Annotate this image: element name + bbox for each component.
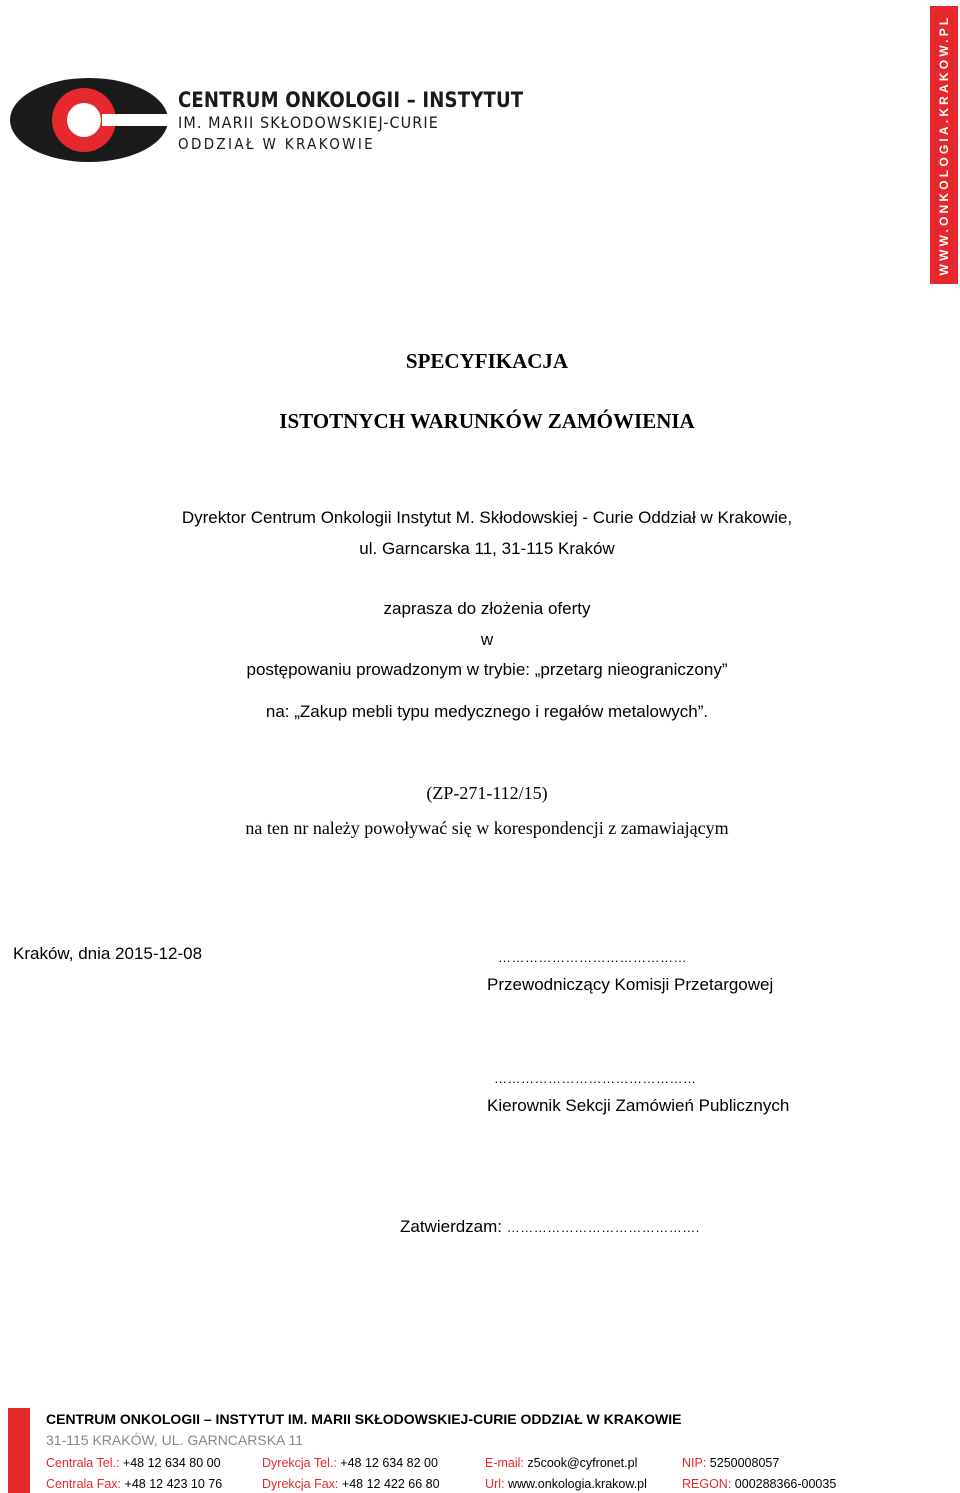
footer-central-phone: Centrala Tel.: +48 12 634 80 00 <box>46 1456 221 1470</box>
footer-directorate-phone: Dyrekcja Tel.: +48 12 634 82 00 <box>262 1456 438 1470</box>
footer-regon: REGON: 000288366-00035 <box>682 1477 837 1491</box>
institute-logo-mark <box>10 78 168 162</box>
footer-title: CENTRUM ONKOLOGII – INSTYTUT IM. MARII SKŁODOWSKIEJ-CURIE ODDZIAŁ W KRAKOWIE <box>46 1411 682 1427</box>
footer-email[interactable]: E-mail: z5cook@cyfronet.pl <box>485 1456 638 1470</box>
intro-line-1: Dyrektor Centrum Onkologii Instytut M. Skłodowskiej - Curie Oddział w Krakowie, <box>181 508 793 527</box>
intro-invitation: zaprasza do złożenia oferty <box>383 599 591 618</box>
intro-subject: na: „Zakup mebli typu medycznego i regałów metalowych”. <box>265 702 709 721</box>
institute-logo-text <box>178 88 580 154</box>
logo-line-1: CENTRUM ONKOLOGII – INSTYTUT <box>178 88 524 112</box>
signature-line-head: ……………………………………… <box>494 1071 697 1086</box>
footer-nip: NIP: 5250008057 <box>682 1456 780 1470</box>
footer-accent-bar <box>8 1408 30 1493</box>
website-sidebar <box>930 6 958 284</box>
website-url: WWW.ONKOLOGIA.KRAKOW.PL <box>937 14 951 276</box>
approval-label <box>400 1217 700 1237</box>
reference-number: (ZP-271-112/15) <box>426 783 548 803</box>
approval-dots: ……………………………………. <box>506 1220 700 1235</box>
logo-line-2: IM. MARII SKŁODOWSKIEJ-CURIE <box>178 113 439 132</box>
footer-address: 31-115 KRAKÓW, UL. GARNCARSKA 11 <box>46 1432 304 1448</box>
document-title-line-2: ISTOTNYCH WARUNKÓW ZAMÓWIENIA <box>279 409 695 433</box>
document-title-line-1: SPECYFIKACJA <box>405 349 569 373</box>
approval-text: Zatwierdzam: <box>400 1217 503 1236</box>
reference-note: na ten nr należy powoływać się w korespondencji z zamawiającym <box>245 818 729 838</box>
logo-line-3: ODDZIAŁ W KRAKOWIE <box>178 135 376 153</box>
signature-role-head: Kierownik Sekcji Zamówień Publicznych <box>487 1096 790 1115</box>
intro-w: w <box>480 630 494 649</box>
signature-role-chair: Przewodniczący Komisji Przetargowej <box>487 975 774 994</box>
signature-line-chair: …………………………………… <box>498 950 687 965</box>
place-date: Kraków, dnia 2015-12-08 <box>13 944 203 963</box>
footer-url[interactable]: Url: www.onkologia.krakow.pl <box>485 1477 647 1491</box>
footer-directorate-fax: Dyrekcja Fax: +48 12 422 66 80 <box>262 1477 440 1491</box>
intro-address: ul. Garncarska 11, 31-115 Kraków <box>359 539 615 558</box>
footer-central-fax: Centrala Fax: +48 12 423 10 76 <box>46 1477 223 1491</box>
intro-procedure: postępowaniu prowadzonym w trybie: „przetarg nieograniczony” <box>246 660 728 679</box>
